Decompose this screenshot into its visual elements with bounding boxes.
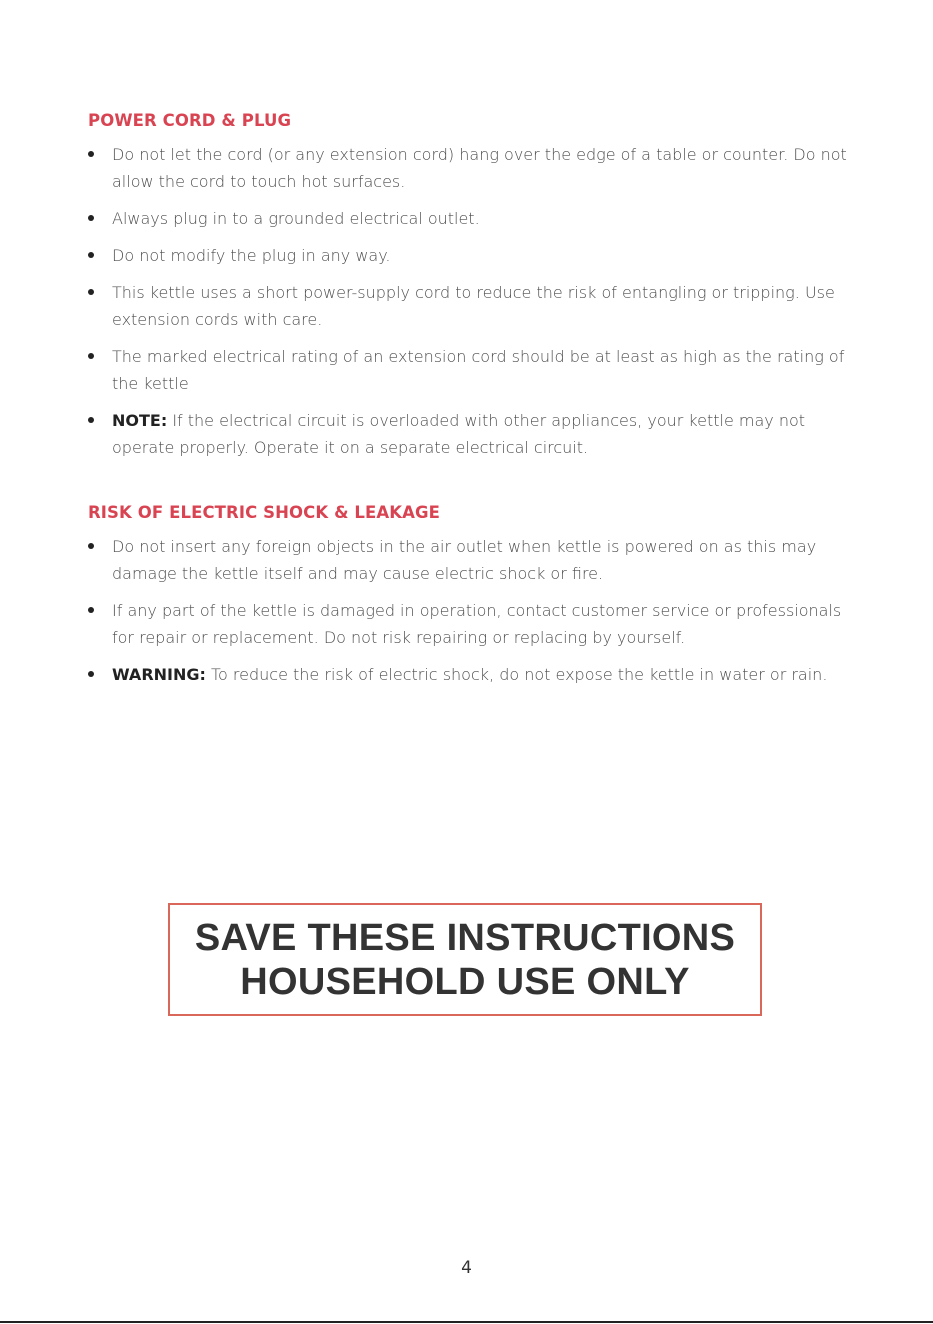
bullet-list — [88, 533, 848, 688]
list-item — [88, 533, 848, 587]
item-text: If the electrical circuit is overloaded with other appliances, your kettle may not operate properly. Operate it on a separate electrical circuit. — [112, 411, 806, 457]
bullet-icon — [88, 151, 94, 157]
save-instructions-box — [168, 903, 762, 1016]
bottom-divider — [0, 1321, 933, 1323]
bullet-icon — [88, 215, 94, 221]
list-item-warning — [88, 661, 848, 688]
section-electric-shock — [88, 502, 848, 698]
item-text: The marked electrical rating of an extension cord should be at least as high as the rating of the kettle — [112, 347, 845, 393]
bullet-icon — [88, 289, 94, 295]
list-item — [88, 141, 848, 195]
bullet-icon — [88, 671, 94, 677]
bullet-list — [88, 141, 848, 461]
bullet-icon — [88, 417, 94, 423]
item-text: This kettle uses a short power-supply cord to reduce the risk of entangling or tripping. Use extension cords with care. — [112, 283, 835, 329]
list-item — [88, 343, 848, 397]
section-heading: POWER CORD & PLUG — [88, 111, 292, 130]
section-power-cord — [88, 110, 848, 471]
bullet-icon — [88, 543, 94, 549]
list-item — [88, 205, 848, 232]
list-item — [88, 279, 848, 333]
section-heading: RISK OF ELECTRIC SHOCK & LEAKAGE — [88, 503, 441, 522]
item-text: Do not insert any foreign objects in the air outlet when kettle is powered on as this may damage the kettle itself and may cause electric shock or fire. — [112, 537, 817, 583]
note-label: NOTE: — [112, 411, 168, 430]
save-instructions-line: SAVE THESE INSTRUCTIONS — [194, 916, 736, 959]
item-text: Do not modify the plug in any way. — [112, 246, 391, 265]
bullet-icon — [88, 353, 94, 359]
list-item-note — [88, 407, 848, 461]
list-item — [88, 242, 848, 269]
list-item — [88, 597, 848, 651]
bullet-icon — [88, 252, 94, 258]
warning-label: WARNING: — [112, 665, 206, 684]
item-text: To reduce the risk of electric shock, do not expose the kettle in water or rain. — [205, 665, 828, 684]
item-text: If any part of the kettle is damaged in operation, contact customer service or professionals for repair or replacement. Do not risk repairing or replacing by yourself. — [112, 601, 842, 647]
bullet-icon — [88, 607, 94, 613]
item-text: Do not let the cord (or any extension cord) hang over the edge of a table or counter. Do not allow the cord to touch hot surfaces. — [112, 145, 847, 191]
item-text: Always plug in to a grounded electrical outlet. — [112, 209, 480, 228]
household-use-line: HOUSEHOLD USE ONLY — [240, 960, 690, 1003]
page-number: 4 — [461, 1258, 472, 1278]
